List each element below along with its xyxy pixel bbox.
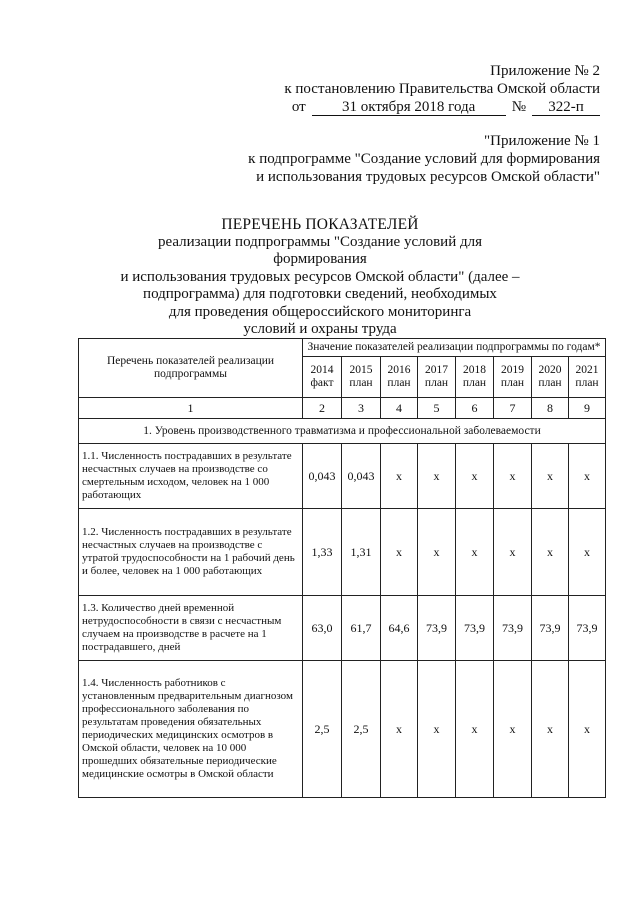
year-header: 2018 план bbox=[456, 357, 494, 398]
column-numbers-row bbox=[79, 398, 606, 419]
title-line: и использования трудовых ресурсов Омской области" (далее – bbox=[120, 268, 520, 285]
appendix-date-row bbox=[284, 98, 600, 116]
year-header: 2014 факт bbox=[303, 357, 342, 398]
column-number: 1 bbox=[79, 398, 303, 419]
column-number: 9 bbox=[569, 398, 606, 419]
column-number: 6 bbox=[456, 398, 494, 419]
year-header: 2015 план bbox=[342, 357, 381, 398]
column-number: 5 bbox=[418, 398, 456, 419]
indicator-value: x bbox=[494, 444, 532, 509]
indicator-value: 0,043 bbox=[342, 444, 381, 509]
indicator-value: x bbox=[418, 661, 456, 798]
indicator-value: 61,7 bbox=[342, 596, 381, 661]
indicator-value: x bbox=[456, 444, 494, 509]
indicator-value: 73,9 bbox=[569, 596, 606, 661]
indicator-value: x bbox=[494, 661, 532, 798]
column-number: 7 bbox=[494, 398, 532, 419]
year-header: 2016 план bbox=[381, 357, 418, 398]
table-header-row bbox=[79, 339, 606, 357]
indicator-value: x bbox=[418, 509, 456, 596]
indicator-value: x bbox=[456, 509, 494, 596]
column-number: 4 bbox=[381, 398, 418, 419]
resolution-date: 31 октября 2018 года bbox=[312, 99, 506, 116]
indicator-value: 73,9 bbox=[418, 596, 456, 661]
sub-appendix-header bbox=[248, 132, 600, 186]
resolution-number: 322-п bbox=[532, 99, 600, 116]
title-line: условий и охраны труда bbox=[243, 321, 397, 337]
indicator-value: 1,33 bbox=[303, 509, 342, 596]
indicator-value: x bbox=[381, 509, 418, 596]
year-header: 2020 план bbox=[532, 357, 569, 398]
title-line: для проведения общероссийского мониторинга bbox=[168, 303, 472, 320]
indicator-name: 1.1. Численность пострадавших в результате несчастных случаев на производстве со смертельным исходом, человек на 1 000 работающих bbox=[79, 444, 303, 509]
indicator-value: x bbox=[569, 509, 606, 596]
title-line: подпрограмма) для подготовки сведений, необходимых bbox=[143, 286, 497, 302]
indicator-value: 64,6 bbox=[381, 596, 418, 661]
column-number: 3 bbox=[342, 398, 381, 419]
indicator-name: 1.2. Численность пострадавших в результате несчастных случаев на производстве с утратой трудоспособности на 1 рабочий день и более, человек на 1 000 работающих bbox=[79, 509, 303, 596]
document-title bbox=[120, 216, 520, 339]
indicator-value: x bbox=[569, 661, 606, 798]
title-main: ПЕРЕЧЕНЬ ПОКАЗАТЕЛЕЙ bbox=[221, 216, 419, 233]
indicator-value: 0,043 bbox=[303, 444, 342, 509]
sub-appendix-line: и использования трудовых ресурсов Омской области" bbox=[256, 169, 600, 185]
appendix-title: Приложение № 2 bbox=[490, 63, 600, 79]
appendix-header bbox=[284, 62, 600, 116]
indicator-value: x bbox=[532, 509, 569, 596]
year-header: 2021 план bbox=[569, 357, 606, 398]
indicator-value: x bbox=[532, 444, 569, 509]
column-header-indicator: Перечень показателей реализации подпрограммы bbox=[79, 339, 303, 398]
title-line: реализации подпрограммы "Создание условий для формирования bbox=[157, 233, 483, 267]
indicator-value: 2,5 bbox=[303, 661, 342, 798]
indicator-value: 73,9 bbox=[532, 596, 569, 661]
indicator-value: x bbox=[532, 661, 569, 798]
sub-appendix-title: "Приложение № 1 bbox=[484, 133, 600, 149]
table-row bbox=[79, 509, 606, 596]
section-row bbox=[79, 419, 606, 444]
indicator-value: x bbox=[494, 509, 532, 596]
appendix-resolution: к постановлению Правительства Омской области bbox=[284, 81, 600, 97]
indicator-value: 2,5 bbox=[342, 661, 381, 798]
indicator-value: x bbox=[418, 444, 456, 509]
indicator-name: 1.3. Количество дней временной нетрудоспособности в связи с несчастным случаем на производстве в расчете на 1 пострадавшего, дней bbox=[79, 596, 303, 661]
indicator-value: x bbox=[569, 444, 606, 509]
year-header: 2017 план bbox=[418, 357, 456, 398]
indicator-name: 1.4. Численность работников с установленным предварительным диагнозом профессионального заболевания по результатам проведения обязательных периодических медицинских осмотров в Омской области, человек на 10 000 прошедших обязательные периодические медицинские осмотры в Омской области bbox=[79, 661, 303, 798]
table-row bbox=[79, 661, 606, 798]
indicator-value: x bbox=[456, 661, 494, 798]
column-number: 8 bbox=[532, 398, 569, 419]
year-header: 2019 план bbox=[494, 357, 532, 398]
date-prefix: от bbox=[291, 99, 306, 115]
column-number: 2 bbox=[303, 398, 342, 419]
indicator-value: x bbox=[381, 444, 418, 509]
indicator-value: 73,9 bbox=[494, 596, 532, 661]
table-row bbox=[79, 596, 606, 661]
table-row bbox=[79, 444, 606, 509]
indicator-value: 1,31 bbox=[342, 509, 381, 596]
indicator-value: x bbox=[381, 661, 418, 798]
number-prefix: № bbox=[511, 99, 526, 115]
indicator-value: 73,9 bbox=[456, 596, 494, 661]
sub-appendix-line: к подпрограмме "Создание условий для формирования bbox=[248, 151, 600, 167]
section-title: 1. Уровень производственного травматизма и профессиональной заболеваемости bbox=[79, 419, 606, 444]
indicators-table bbox=[78, 338, 606, 798]
column-header-values: Значение показателей реализации подпрограммы по годам* bbox=[303, 339, 606, 357]
indicator-value: 63,0 bbox=[303, 596, 342, 661]
